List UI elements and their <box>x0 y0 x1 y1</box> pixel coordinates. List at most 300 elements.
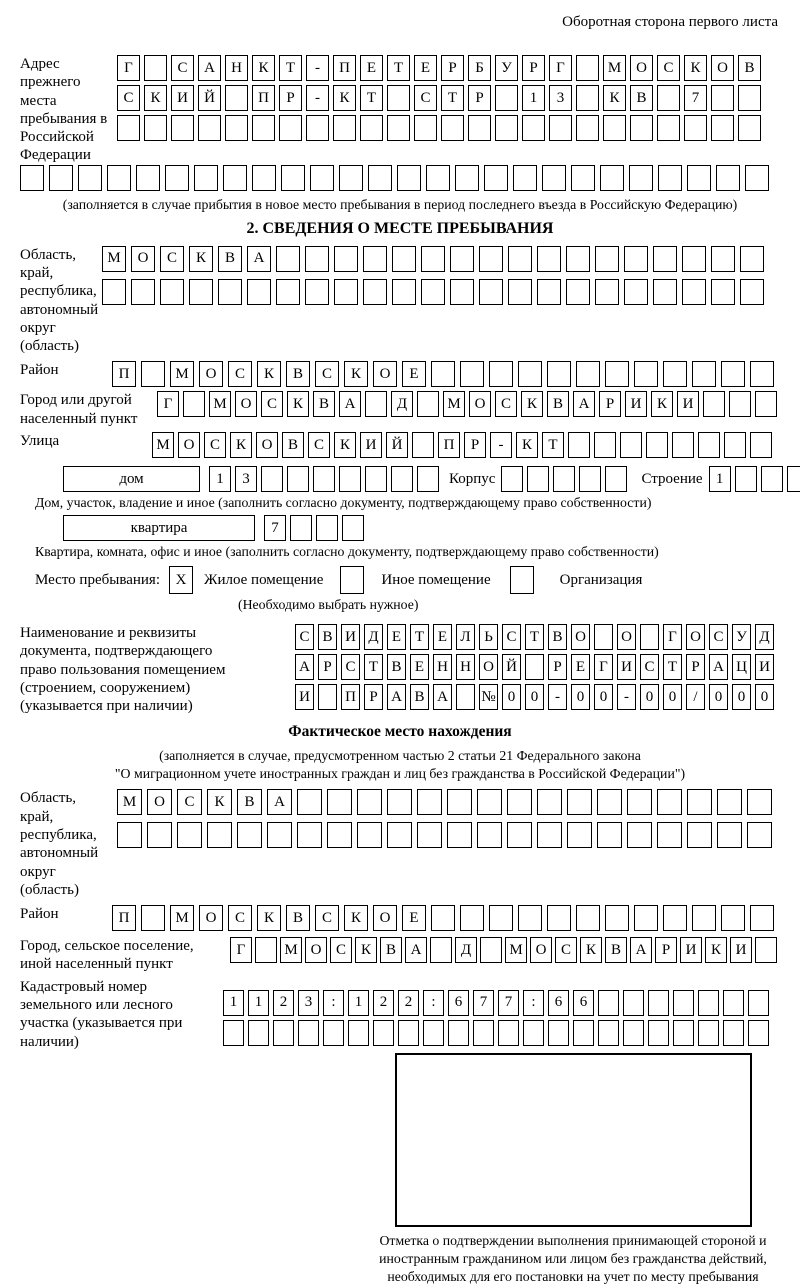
char-cell[interactable]: А <box>267 789 292 815</box>
char-cell[interactable] <box>460 361 484 387</box>
char-cell[interactable]: И <box>617 654 636 680</box>
char-cell[interactable] <box>342 515 364 541</box>
char-cell[interactable]: К <box>333 85 356 111</box>
char-cell[interactable] <box>598 990 619 1016</box>
char-cell[interactable]: М <box>170 361 194 387</box>
char-cell[interactable] <box>745 165 769 191</box>
char-cell[interactable]: 7 <box>684 85 707 111</box>
char-cell[interactable] <box>316 515 338 541</box>
char-cell[interactable]: Т <box>441 85 464 111</box>
char-cell[interactable] <box>387 115 410 141</box>
char-cell[interactable]: В <box>286 361 310 387</box>
char-cell[interactable]: Б <box>468 55 491 81</box>
char-cell[interactable]: И <box>341 624 360 650</box>
char-cell[interactable]: 0 <box>732 684 751 710</box>
char-cell[interactable] <box>477 822 502 848</box>
char-cell[interactable] <box>276 279 300 305</box>
char-cell[interactable]: К <box>521 391 543 417</box>
char-cell[interactable] <box>252 165 276 191</box>
char-cell[interactable]: № <box>479 684 498 710</box>
char-cell[interactable] <box>566 279 590 305</box>
char-cell[interactable] <box>373 1020 394 1046</box>
char-cell[interactable]: С <box>315 361 339 387</box>
char-cell[interactable]: Д <box>455 937 477 963</box>
char-cell[interactable] <box>484 165 508 191</box>
char-cell[interactable]: К <box>516 432 538 458</box>
char-cell[interactable]: Р <box>468 85 491 111</box>
char-cell[interactable]: П <box>112 361 136 387</box>
char-cell[interactable]: К <box>580 937 602 963</box>
char-cell[interactable] <box>252 115 275 141</box>
char-cell[interactable] <box>711 85 734 111</box>
char-cell[interactable] <box>450 279 474 305</box>
char-cell[interactable] <box>479 246 503 272</box>
char-cell[interactable] <box>648 1020 669 1046</box>
char-cell[interactable]: С <box>341 654 360 680</box>
char-cell[interactable]: Н <box>433 654 452 680</box>
char-cell[interactable] <box>653 246 677 272</box>
char-cell[interactable]: 2 <box>398 990 419 1016</box>
char-cell[interactable] <box>147 822 172 848</box>
char-cell[interactable]: 1 <box>248 990 269 1016</box>
char-cell[interactable]: О <box>711 55 734 81</box>
char-cell[interactable] <box>431 361 455 387</box>
char-cell[interactable] <box>600 165 624 191</box>
char-cell[interactable]: В <box>313 391 335 417</box>
char-cell[interactable] <box>305 279 329 305</box>
char-cell[interactable]: И <box>680 937 702 963</box>
char-cell[interactable]: О <box>199 905 223 931</box>
char-cell[interactable] <box>225 115 248 141</box>
char-cell[interactable] <box>267 822 292 848</box>
char-cell[interactable] <box>605 466 627 492</box>
char-cell[interactable] <box>653 279 677 305</box>
char-cell[interactable] <box>603 115 626 141</box>
char-cell[interactable]: В <box>410 684 429 710</box>
char-cell[interactable] <box>455 165 479 191</box>
char-cell[interactable] <box>310 165 334 191</box>
char-cell[interactable]: Г <box>117 55 140 81</box>
char-cell[interactable] <box>276 246 300 272</box>
char-cell[interactable] <box>598 1020 619 1046</box>
char-cell[interactable] <box>571 165 595 191</box>
char-cell[interactable] <box>117 822 142 848</box>
char-cell[interactable]: А <box>247 246 271 272</box>
char-cell[interactable]: П <box>341 684 360 710</box>
char-cell[interactable]: В <box>282 432 304 458</box>
char-cell[interactable]: П <box>438 432 460 458</box>
char-cell[interactable]: Т <box>542 432 564 458</box>
char-cell[interactable] <box>189 279 213 305</box>
char-cell[interactable] <box>729 391 751 417</box>
char-cell[interactable]: Н <box>456 654 475 680</box>
char-cell[interactable] <box>627 822 652 848</box>
char-cell[interactable] <box>523 1020 544 1046</box>
char-cell[interactable]: С <box>177 789 202 815</box>
char-cell[interactable]: Е <box>402 361 426 387</box>
char-cell[interactable] <box>657 789 682 815</box>
char-cell[interactable] <box>194 165 218 191</box>
char-cell[interactable]: К <box>257 905 281 931</box>
char-cell[interactable] <box>171 115 194 141</box>
char-cell[interactable] <box>49 165 73 191</box>
char-cell[interactable]: О <box>199 361 223 387</box>
char-cell[interactable]: Р <box>655 937 677 963</box>
char-cell[interactable] <box>273 1020 294 1046</box>
char-cell[interactable] <box>723 1020 744 1046</box>
char-cell[interactable]: 0 <box>571 684 590 710</box>
char-cell[interactable]: 3 <box>549 85 572 111</box>
char-cell[interactable] <box>537 822 562 848</box>
char-cell[interactable] <box>553 466 575 492</box>
char-cell[interactable] <box>750 905 774 931</box>
char-cell[interactable]: С <box>709 624 728 650</box>
char-cell[interactable] <box>629 165 653 191</box>
char-cell[interactable]: К <box>334 432 356 458</box>
char-cell[interactable] <box>648 990 669 1016</box>
char-cell[interactable] <box>717 789 742 815</box>
char-cell[interactable] <box>327 822 352 848</box>
char-cell[interactable] <box>687 789 712 815</box>
char-cell[interactable]: Р <box>364 684 383 710</box>
char-cell[interactable] <box>682 279 706 305</box>
char-cell[interactable] <box>218 279 242 305</box>
char-cell[interactable] <box>716 165 740 191</box>
char-cell[interactable] <box>567 822 592 848</box>
char-cell[interactable]: О <box>469 391 491 417</box>
char-cell[interactable] <box>417 822 442 848</box>
char-cell[interactable] <box>508 279 532 305</box>
char-cell[interactable]: В <box>318 624 337 650</box>
char-cell[interactable]: С <box>228 905 252 931</box>
char-cell[interactable]: Д <box>391 391 413 417</box>
char-cell[interactable] <box>223 1020 244 1046</box>
char-cell[interactable]: А <box>630 937 652 963</box>
char-cell[interactable]: С <box>204 432 226 458</box>
char-cell[interactable]: И <box>677 391 699 417</box>
char-cell[interactable] <box>755 937 777 963</box>
char-cell[interactable] <box>183 391 205 417</box>
char-cell[interactable] <box>624 279 648 305</box>
char-cell[interactable]: В <box>380 937 402 963</box>
apartment-box[interactable]: квартира <box>63 515 255 541</box>
char-cell[interactable]: А <box>387 684 406 710</box>
char-cell[interactable] <box>711 279 735 305</box>
char-cell[interactable]: Й <box>502 654 521 680</box>
char-cell[interactable] <box>684 115 707 141</box>
house-box[interactable]: дом <box>63 466 200 492</box>
char-cell[interactable]: С <box>315 905 339 931</box>
char-cell[interactable] <box>398 1020 419 1046</box>
char-cell[interactable]: С <box>330 937 352 963</box>
char-cell[interactable] <box>748 990 769 1016</box>
char-cell[interactable] <box>339 165 363 191</box>
char-cell[interactable] <box>297 822 322 848</box>
char-cell[interactable]: А <box>339 391 361 417</box>
char-cell[interactable]: О <box>373 905 397 931</box>
char-cell[interactable] <box>397 165 421 191</box>
char-cell[interactable]: М <box>603 55 626 81</box>
char-cell[interactable] <box>747 789 772 815</box>
char-cell[interactable] <box>717 822 742 848</box>
char-cell[interactable]: У <box>732 624 751 650</box>
char-cell[interactable] <box>750 361 774 387</box>
char-cell[interactable] <box>495 115 518 141</box>
char-cell[interactable]: О <box>686 624 705 650</box>
char-cell[interactable] <box>549 115 572 141</box>
char-cell[interactable] <box>711 115 734 141</box>
char-cell[interactable]: В <box>387 654 406 680</box>
char-cell[interactable] <box>738 115 761 141</box>
char-cell[interactable] <box>489 361 513 387</box>
char-cell[interactable] <box>136 165 160 191</box>
char-cell[interactable]: - <box>548 684 567 710</box>
char-cell[interactable] <box>698 990 719 1016</box>
char-cell[interactable]: С <box>502 624 521 650</box>
char-cell[interactable] <box>327 789 352 815</box>
char-cell[interactable]: И <box>295 684 314 710</box>
char-cell[interactable] <box>597 789 622 815</box>
char-cell[interactable] <box>566 246 590 272</box>
char-cell[interactable] <box>412 432 434 458</box>
char-cell[interactable]: В <box>218 246 242 272</box>
char-cell[interactable]: К <box>603 85 626 111</box>
char-cell[interactable]: К <box>355 937 377 963</box>
char-cell[interactable] <box>237 822 262 848</box>
char-cell[interactable] <box>657 822 682 848</box>
char-cell[interactable]: М <box>170 905 194 931</box>
char-cell[interactable] <box>387 822 412 848</box>
char-cell[interactable]: В <box>237 789 262 815</box>
char-cell[interactable] <box>547 905 571 931</box>
char-cell[interactable]: Е <box>414 55 437 81</box>
char-cell[interactable] <box>740 246 764 272</box>
char-cell[interactable]: 6 <box>448 990 469 1016</box>
char-cell[interactable] <box>740 279 764 305</box>
checkbox-dwelling[interactable]: X <box>169 566 193 594</box>
char-cell[interactable]: Г <box>594 654 613 680</box>
char-cell[interactable] <box>177 822 202 848</box>
char-cell[interactable] <box>20 165 44 191</box>
char-cell[interactable] <box>360 115 383 141</box>
char-cell[interactable] <box>673 990 694 1016</box>
char-cell[interactable]: Е <box>360 55 383 81</box>
char-cell[interactable] <box>687 165 711 191</box>
char-cell[interactable] <box>447 822 472 848</box>
char-cell[interactable] <box>297 789 322 815</box>
char-cell[interactable] <box>721 361 745 387</box>
char-cell[interactable] <box>624 246 648 272</box>
char-cell[interactable] <box>663 361 687 387</box>
char-cell[interactable] <box>447 789 472 815</box>
char-cell[interactable]: К <box>144 85 167 111</box>
char-cell[interactable]: С <box>160 246 184 272</box>
char-cell[interactable]: Р <box>441 55 464 81</box>
char-cell[interactable]: О <box>256 432 278 458</box>
char-cell[interactable] <box>287 466 309 492</box>
char-cell[interactable]: К <box>287 391 309 417</box>
char-cell[interactable] <box>576 361 600 387</box>
char-cell[interactable]: М <box>117 789 142 815</box>
char-cell[interactable]: О <box>479 654 498 680</box>
char-cell[interactable]: Т <box>360 85 383 111</box>
char-cell[interactable]: Е <box>387 624 406 650</box>
char-cell[interactable] <box>724 432 746 458</box>
char-cell[interactable]: С <box>640 654 659 680</box>
char-cell[interactable]: С <box>261 391 283 417</box>
char-cell[interactable] <box>117 115 140 141</box>
char-cell[interactable] <box>640 624 659 650</box>
char-cell[interactable]: 2 <box>273 990 294 1016</box>
char-cell[interactable]: О <box>235 391 257 417</box>
char-cell[interactable] <box>365 391 387 417</box>
char-cell[interactable] <box>144 55 167 81</box>
char-cell[interactable] <box>298 1020 319 1046</box>
char-cell[interactable] <box>501 466 523 492</box>
char-cell[interactable] <box>417 391 439 417</box>
char-cell[interactable] <box>456 684 475 710</box>
char-cell[interactable] <box>576 55 599 81</box>
char-cell[interactable] <box>323 1020 344 1046</box>
char-cell[interactable]: В <box>630 85 653 111</box>
char-cell[interactable]: П <box>112 905 136 931</box>
char-cell[interactable] <box>333 115 356 141</box>
char-cell[interactable] <box>247 279 271 305</box>
char-cell[interactable]: Р <box>599 391 621 417</box>
char-cell[interactable]: 7 <box>498 990 519 1016</box>
char-cell[interactable]: / <box>686 684 705 710</box>
char-cell[interactable] <box>306 115 329 141</box>
char-cell[interactable]: Т <box>410 624 429 650</box>
char-cell[interactable] <box>480 937 502 963</box>
char-cell[interactable] <box>131 279 155 305</box>
char-cell[interactable]: К <box>344 905 368 931</box>
char-cell[interactable]: Р <box>522 55 545 81</box>
char-cell[interactable] <box>508 246 532 272</box>
char-cell[interactable] <box>460 905 484 931</box>
char-cell[interactable]: Т <box>279 55 302 81</box>
char-cell[interactable] <box>279 115 302 141</box>
char-cell[interactable] <box>392 246 416 272</box>
char-cell[interactable] <box>334 279 358 305</box>
char-cell[interactable]: Р <box>548 654 567 680</box>
char-cell[interactable] <box>248 1020 269 1046</box>
char-cell[interactable] <box>430 937 452 963</box>
char-cell[interactable] <box>597 822 622 848</box>
char-cell[interactable]: 1 <box>223 990 244 1016</box>
char-cell[interactable] <box>605 905 629 931</box>
char-cell[interactable] <box>748 1020 769 1046</box>
char-cell[interactable]: 2 <box>373 990 394 1016</box>
char-cell[interactable] <box>548 1020 569 1046</box>
char-cell[interactable]: О <box>530 937 552 963</box>
char-cell[interactable]: В <box>547 391 569 417</box>
char-cell[interactable] <box>711 246 735 272</box>
char-cell[interactable]: : <box>423 990 444 1016</box>
char-cell[interactable] <box>787 466 800 492</box>
char-cell[interactable] <box>527 466 549 492</box>
char-cell[interactable]: И <box>730 937 752 963</box>
char-cell[interactable]: 6 <box>573 990 594 1016</box>
char-cell[interactable]: - <box>617 684 636 710</box>
char-cell[interactable] <box>687 822 712 848</box>
char-cell[interactable] <box>261 466 283 492</box>
char-cell[interactable] <box>576 115 599 141</box>
char-cell[interactable]: - <box>306 55 329 81</box>
char-cell[interactable]: В <box>738 55 761 81</box>
char-cell[interactable] <box>421 279 445 305</box>
char-cell[interactable] <box>657 85 680 111</box>
char-cell[interactable]: О <box>617 624 636 650</box>
char-cell[interactable]: К <box>257 361 281 387</box>
char-cell[interactable]: О <box>630 55 653 81</box>
char-cell[interactable]: К <box>189 246 213 272</box>
char-cell[interactable] <box>160 279 184 305</box>
checkbox-organization[interactable] <box>510 566 534 594</box>
char-cell[interactable]: В <box>605 937 627 963</box>
char-cell[interactable] <box>441 115 464 141</box>
char-cell[interactable]: К <box>651 391 673 417</box>
char-cell[interactable] <box>417 789 442 815</box>
char-cell[interactable] <box>368 165 392 191</box>
char-cell[interactable]: Н <box>225 55 248 81</box>
char-cell[interactable]: А <box>433 684 452 710</box>
char-cell[interactable]: К <box>684 55 707 81</box>
char-cell[interactable]: Л <box>456 624 475 650</box>
char-cell[interactable]: М <box>280 937 302 963</box>
char-cell[interactable] <box>594 432 616 458</box>
char-cell[interactable]: А <box>295 654 314 680</box>
char-cell[interactable] <box>579 466 601 492</box>
char-cell[interactable]: 0 <box>502 684 521 710</box>
char-cell[interactable]: А <box>709 654 728 680</box>
char-cell[interactable]: И <box>171 85 194 111</box>
char-cell[interactable]: О <box>178 432 200 458</box>
char-cell[interactable]: И <box>625 391 647 417</box>
char-cell[interactable]: Т <box>364 654 383 680</box>
char-cell[interactable] <box>431 905 455 931</box>
char-cell[interactable] <box>682 246 706 272</box>
char-cell[interactable] <box>357 789 382 815</box>
char-cell[interactable] <box>657 115 680 141</box>
char-cell[interactable] <box>594 624 613 650</box>
char-cell[interactable]: Т <box>387 55 410 81</box>
char-cell[interactable] <box>547 361 571 387</box>
char-cell[interactable]: Е <box>402 905 426 931</box>
char-cell[interactable] <box>576 905 600 931</box>
char-cell[interactable] <box>542 165 566 191</box>
char-cell[interactable] <box>414 115 437 141</box>
char-cell[interactable] <box>363 246 387 272</box>
char-cell[interactable] <box>141 905 165 931</box>
char-cell[interactable] <box>576 85 599 111</box>
char-cell[interactable] <box>692 361 716 387</box>
char-cell[interactable] <box>357 822 382 848</box>
char-cell[interactable]: Й <box>386 432 408 458</box>
char-cell[interactable] <box>421 246 445 272</box>
char-cell[interactable] <box>165 165 189 191</box>
char-cell[interactable] <box>318 684 337 710</box>
char-cell[interactable] <box>313 466 335 492</box>
char-cell[interactable]: 6 <box>548 990 569 1016</box>
char-cell[interactable] <box>761 466 783 492</box>
char-cell[interactable]: 3 <box>298 990 319 1016</box>
char-cell[interactable]: Е <box>571 654 590 680</box>
char-cell[interactable]: Г <box>549 55 572 81</box>
char-cell[interactable]: К <box>344 361 368 387</box>
char-cell[interactable] <box>468 115 491 141</box>
char-cell[interactable] <box>144 115 167 141</box>
